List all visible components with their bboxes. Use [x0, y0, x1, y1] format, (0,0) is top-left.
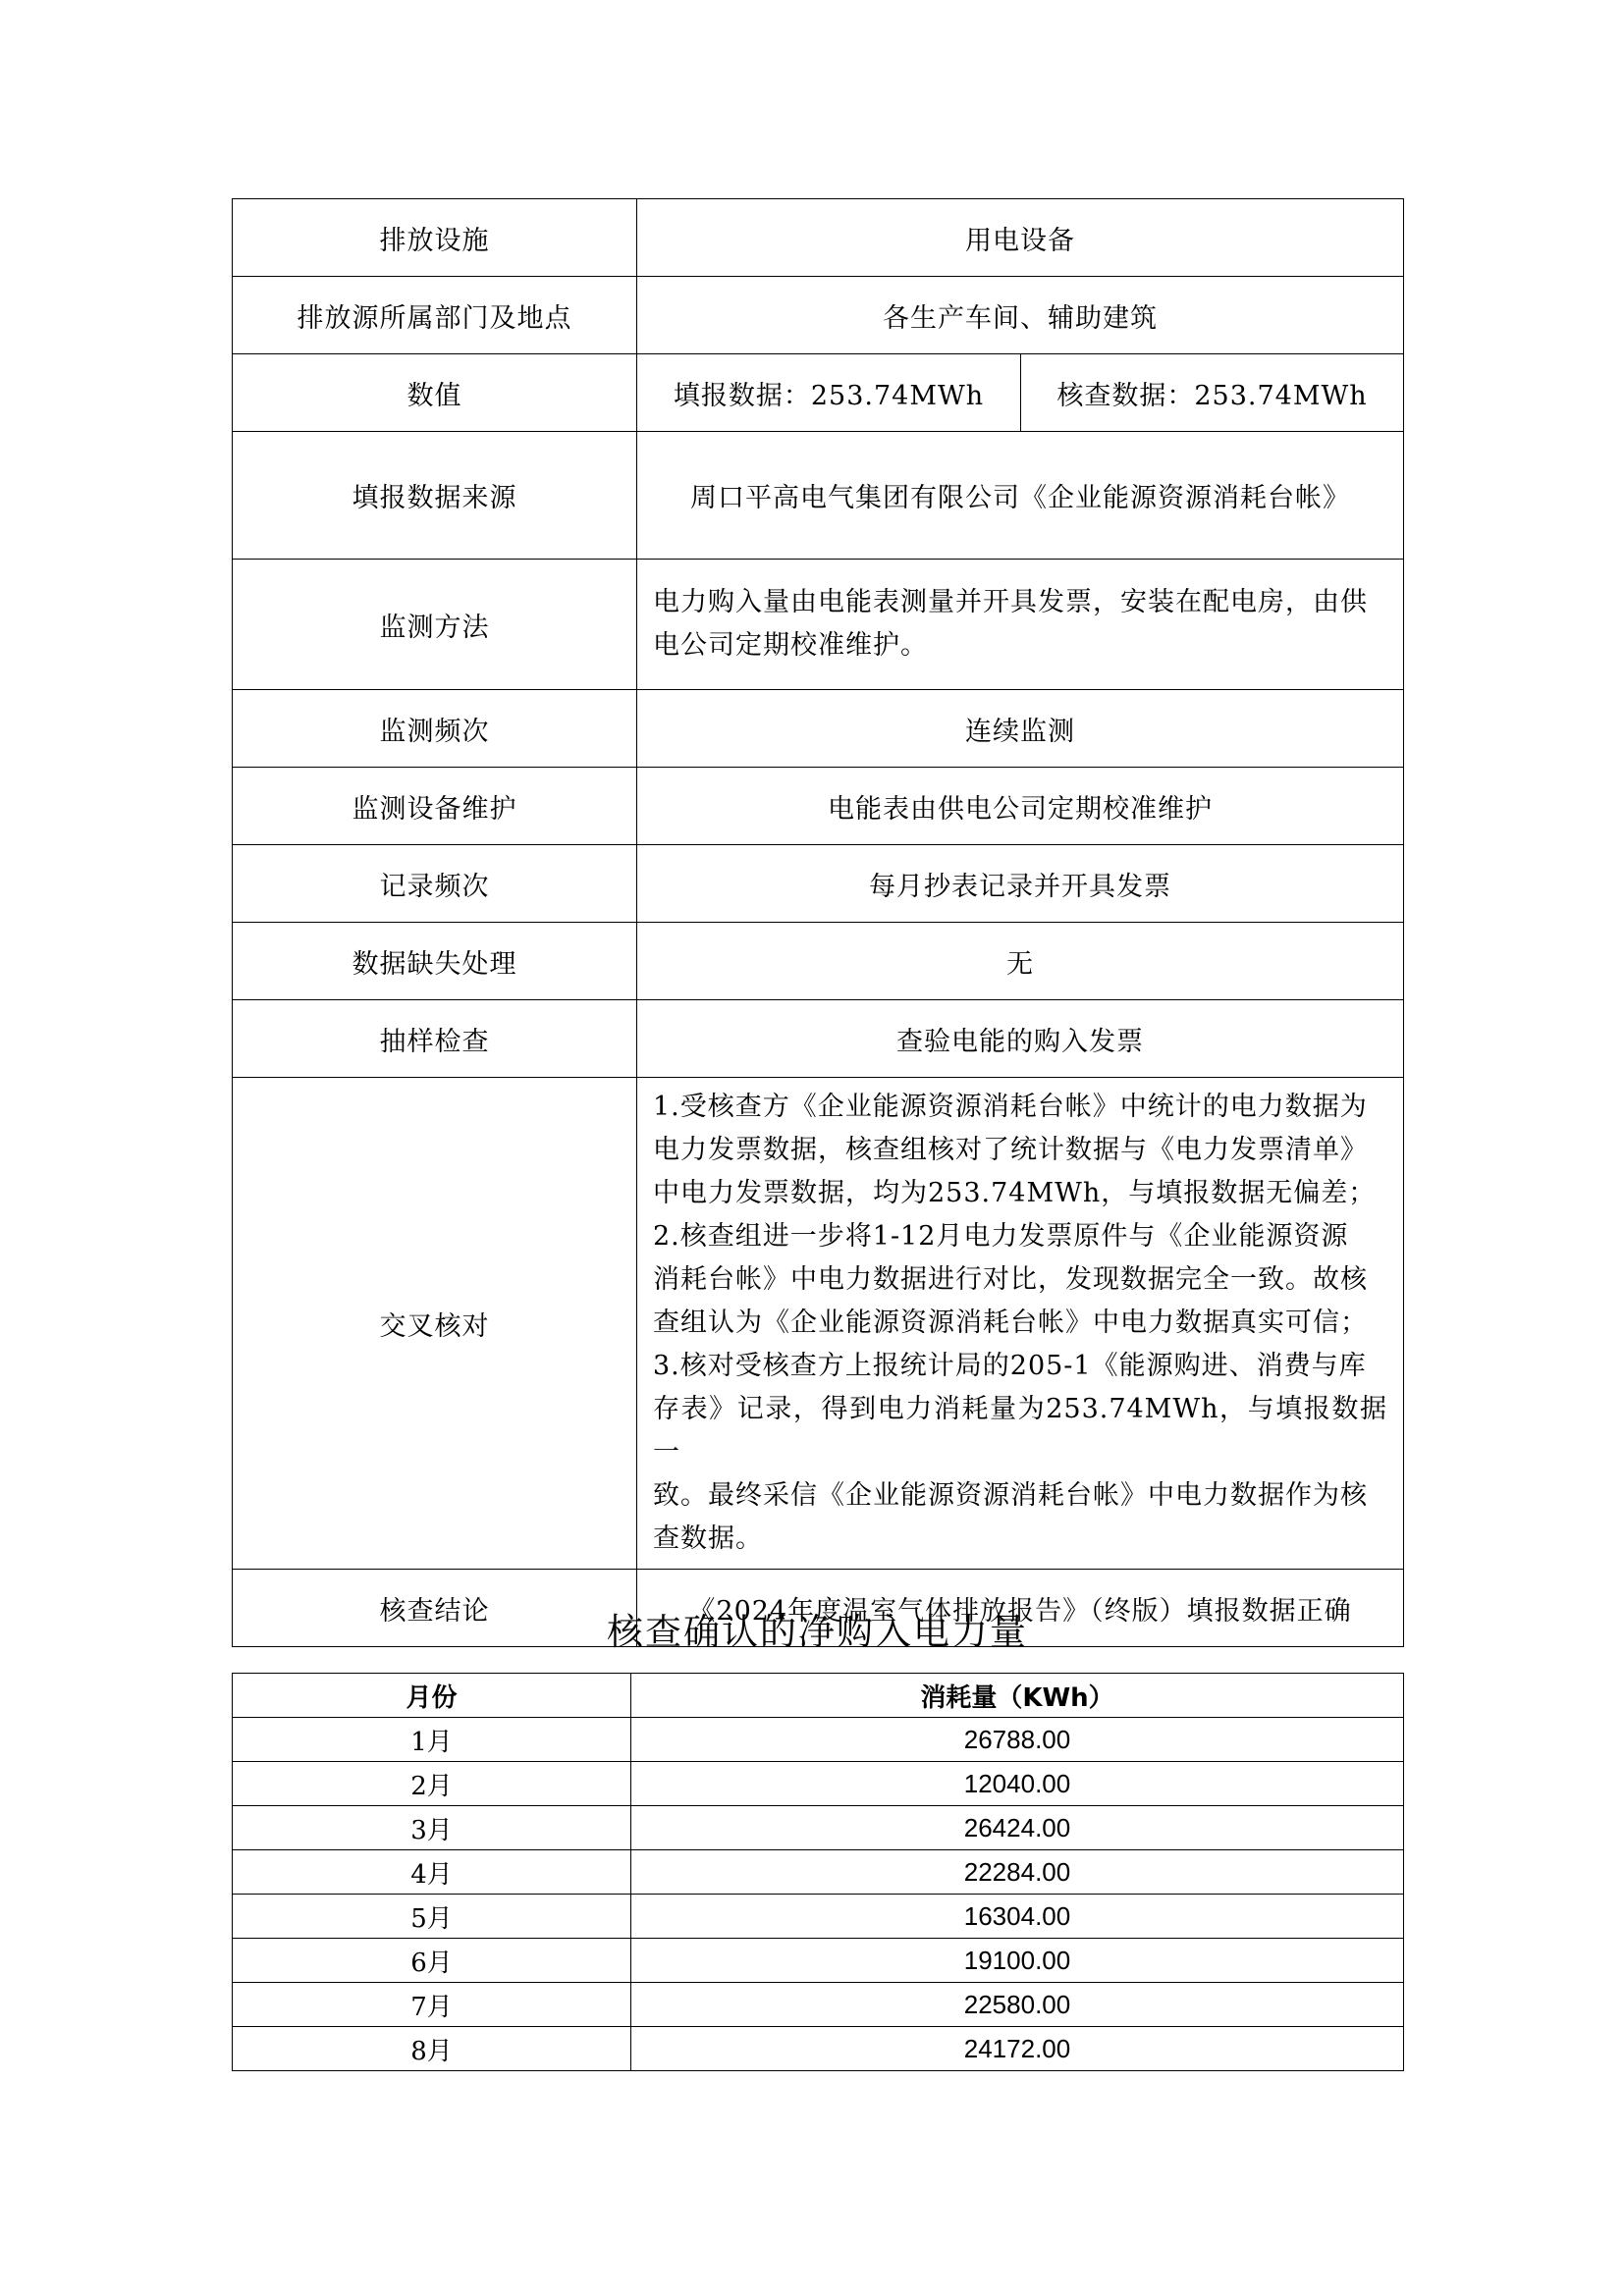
reported-value: 填报数据：253.74MWh — [637, 354, 1021, 432]
paragraph-line: 3.核对受核查方上报统计局的205-1《能源购进、消费与库 — [653, 1351, 1367, 1381]
paragraph-line: 存表》记录，得到电力消耗量为253.74MWh，与填报数据一 — [653, 1394, 1387, 1468]
table-row — [233, 354, 1404, 432]
row-value: 无 — [637, 923, 1404, 1000]
table-row — [233, 2027, 1404, 2071]
paragraph-line: 消耗台帐》中电力数据进行对比，发现数据完全一致。故核 — [653, 1264, 1368, 1295]
month-cell: 6月 — [233, 1939, 631, 1983]
table-row — [233, 199, 1404, 277]
month-cell: 8月 — [233, 2027, 631, 2071]
table-row — [233, 432, 1404, 560]
consumption-column-header: 消耗量（KWh） — [631, 1674, 1404, 1718]
table-row — [233, 690, 1404, 768]
table-row — [233, 1806, 1404, 1850]
consumption-cell: 22580.00 — [631, 1983, 1404, 2027]
row-value: 电能表由供电公司定期校准维护 — [637, 768, 1404, 845]
row-label: 监测设备维护 — [233, 768, 637, 845]
row-value: 周口平高电气集团有限公司《企业能源资源消耗台帐》 — [637, 432, 1404, 560]
consumption-cell: 19100.00 — [631, 1939, 1404, 1983]
row-label: 监测方法 — [233, 560, 637, 690]
consumption-cell: 16304.00 — [631, 1895, 1404, 1939]
month-cell: 5月 — [233, 1895, 631, 1939]
table-row — [233, 1850, 1404, 1895]
table-row — [233, 1078, 1404, 1570]
month-cell: 7月 — [233, 1983, 631, 2027]
month-cell: 3月 — [233, 1806, 631, 1850]
row-label: 核查结论 — [233, 1570, 637, 1647]
section-title: 核查确认的净购入电力量 — [607, 1611, 1028, 1653]
row-label: 抽样检查 — [233, 1000, 637, 1078]
monthly-consumption-table — [232, 1673, 1404, 2071]
verification-detail-table — [232, 198, 1404, 1647]
table-row — [233, 560, 1404, 690]
paragraph-line: 1.受核查方《企业能源资源消耗台帐》中统计的电力数据为 — [653, 1092, 1368, 1122]
table-row — [233, 1718, 1404, 1762]
row-value: 每月抄表记录并开具发票 — [637, 845, 1404, 923]
consumption-cell: 26788.00 — [631, 1718, 1404, 1762]
row-value: 《2024年度温室气体排放报告》（终版）填报数据正确 — [637, 1570, 1404, 1647]
month-cell: 4月 — [233, 1850, 631, 1895]
table-header-row — [233, 1674, 1404, 1718]
table-row — [233, 1000, 1404, 1078]
row-label: 数值 — [233, 354, 637, 432]
row-label: 排放设施 — [233, 199, 637, 277]
table-row — [233, 845, 1404, 923]
table-row — [233, 1983, 1404, 2027]
table-row — [233, 923, 1404, 1000]
row-value: 查验电能的购入发票 — [637, 1000, 1404, 1078]
consumption-cell: 22284.00 — [631, 1850, 1404, 1895]
paragraph-line: 电力购入量由电能表测量并开具发票，安装在配电房，由供 — [653, 587, 1368, 617]
table-row — [233, 1762, 1404, 1806]
consumption-cell: 12040.00 — [631, 1762, 1404, 1806]
row-label: 填报数据来源 — [233, 432, 637, 560]
paragraph-line: 中电力发票数据，均为253.74MWh，与填报数据无偏差； — [653, 1178, 1377, 1208]
table-row — [233, 277, 1404, 354]
consumption-cell: 26424.00 — [631, 1806, 1404, 1850]
row-paragraph — [637, 560, 1404, 690]
paragraph-line: 电力发票数据，核查组核对了统计数据与《电力发票清单》 — [653, 1135, 1368, 1165]
row-label: 记录频次 — [233, 845, 637, 923]
month-cell: 1月 — [233, 1718, 631, 1762]
table-row — [233, 1939, 1404, 1983]
consumption-cell: 24172.00 — [631, 2027, 1404, 2071]
row-label: 监测频次 — [233, 690, 637, 768]
row-label: 数据缺失处理 — [233, 923, 637, 1000]
verified-value: 核查数据：253.74MWh — [1021, 354, 1404, 432]
row-label: 排放源所属部门及地点 — [233, 277, 637, 354]
paragraph-line: 电公司定期校准维护。 — [653, 630, 928, 661]
row-label: 交叉核对 — [233, 1078, 637, 1570]
paragraph-line: 查组认为《企业能源资源消耗台帐》中电力数据真实可信； — [653, 1308, 1368, 1338]
row-value: 连续监测 — [637, 690, 1404, 768]
row-value: 用电设备 — [637, 199, 1404, 277]
month-column-header: 月份 — [233, 1674, 631, 1718]
paragraph-line: 2.核查组进一步将1-12月电力发票原件与《企业能源资源 — [653, 1221, 1349, 1252]
paragraph-line: 查数据。 — [653, 1523, 763, 1554]
month-cell: 2月 — [233, 1762, 631, 1806]
table-row — [233, 1895, 1404, 1939]
row-paragraph — [637, 1078, 1404, 1570]
paragraph-line: 致。最终采信《企业能源资源消耗台帐》中电力数据作为核 — [653, 1480, 1368, 1511]
row-value: 各生产车间、辅助建筑 — [637, 277, 1404, 354]
table-row — [233, 768, 1404, 845]
